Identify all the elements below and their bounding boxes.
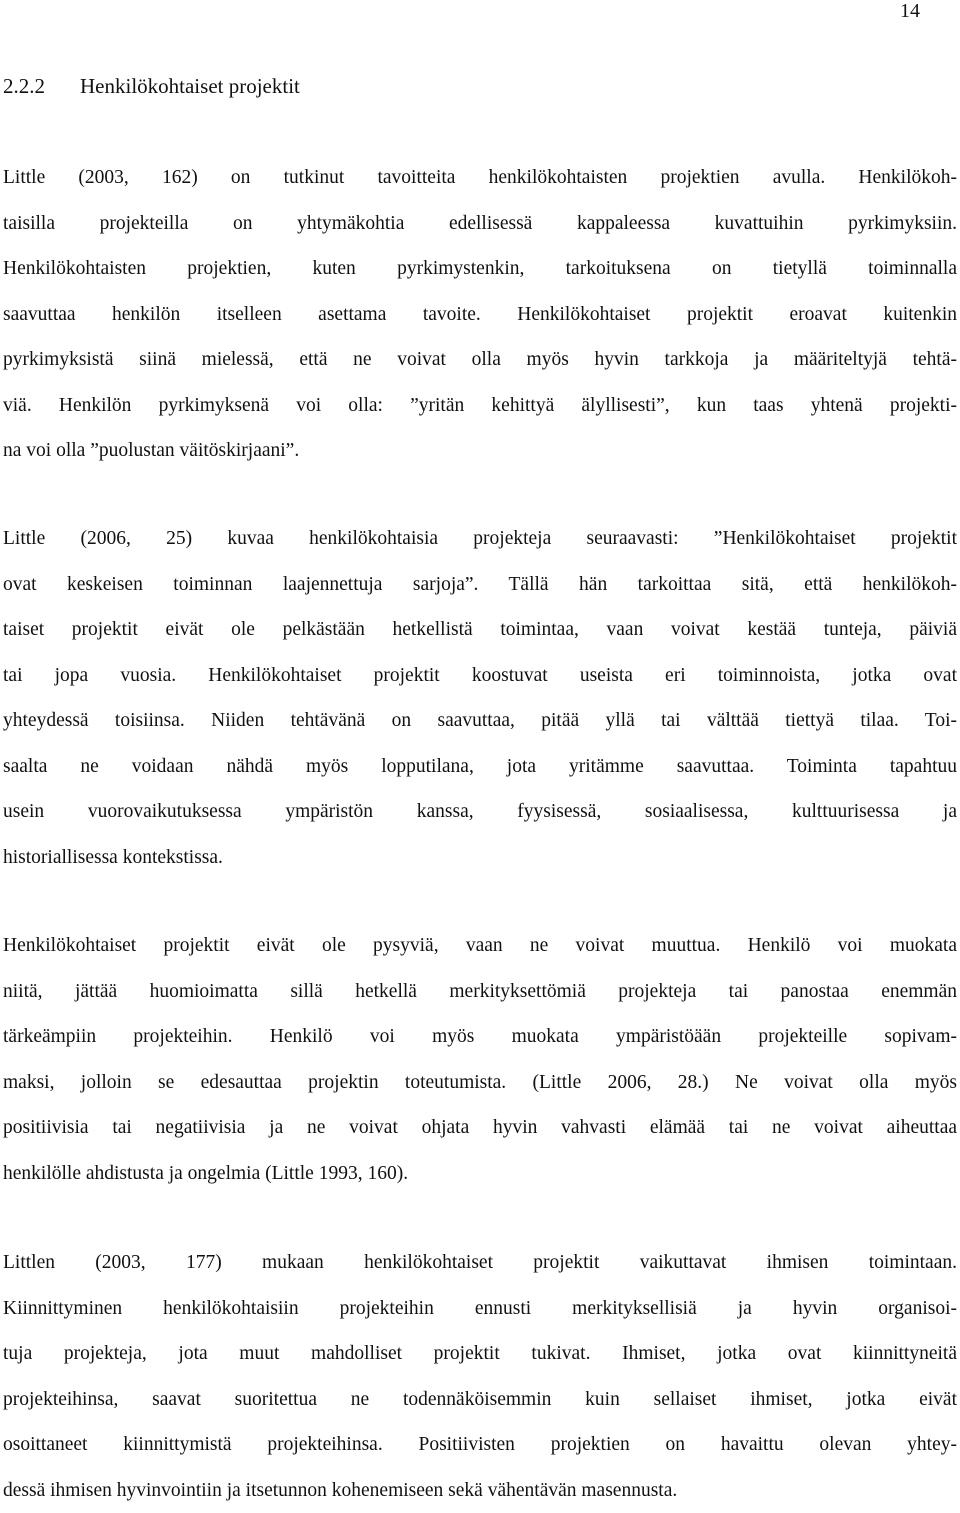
paragraph-line: Little (2003, 162) on tutkinut tavoitteita henkilökohtaisten projektien avulla. Henkilökoh- [3, 155, 957, 201]
paragraph-line: taiset projektit eivät ole pelkästään hetkellistä toimintaa, vaan voivat kestää tunteja, päiviä [3, 607, 957, 653]
paragraph-line: dessä ihmisen hyvinvointiin ja itsetunnon kohenemiseen sekä vähentävän masennusta. [3, 1468, 957, 1513]
paragraph-line: niitä, jättää huomioimatta sillä hetkellä merkityksettömiä projekteja tai panostaa enemmän [3, 969, 957, 1015]
paragraph-line: yhteydessä toisiinsa. Niiden tehtävänä on saavuttaa, pitää yllä tai välttää tiettyä tilaa. Toi- [3, 698, 957, 744]
paragraph-line: pyrkimyksistä siinä mielessä, että ne voivat olla myös hyvin tarkkoja ja määriteltyjä tehtä- [3, 337, 957, 383]
paragraph-line: osoittaneet kiinnittymistä projekteihinsa. Positiivisten projektien on havaittu olevan yhtey- [3, 1422, 957, 1468]
paragraph-line: tuja projekteja, jota muut mahdolliset projektit tukivat. Ihmiset, jotka ovat kiinnittyneitä [3, 1331, 957, 1377]
paragraph-line: henkilölle ahdistusta ja ongelmia (Little 1993, 160). [3, 1151, 957, 1197]
paragraph-line: saalta ne voidaan nähdä myös lopputilana, jota yritämme saavuttaa. Toiminta tapahtuu [3, 744, 957, 790]
section-heading [3, 72, 300, 100]
paragraph-line: maksi, jolloin se edesauttaa projektin toteutumista. (Little 2006, 28.) Ne voivat olla myös [3, 1060, 957, 1106]
paragraph-line: positiivisia tai negatiivisia ja ne voivat ohjata hyvin vahvasti elämää tai ne voivat aiheuttaa [3, 1105, 957, 1151]
paragraph-line: ovat keskeisen toiminnan laajennettuja sarjoja”. Tällä hän tarkoittaa sitä, että henkilökoh- [3, 562, 957, 608]
paragraph-line: tärkeämpiin projekteihin. Henkilö voi myös muokata ympäristöään projekteille sopivam- [3, 1014, 957, 1060]
paragraph-line: Kiinnittyminen henkilökohtaisiin projekteihin ennusti merkityksellisiä ja hyvin organisoi- [3, 1286, 957, 1332]
section-number: 2.2.2 [3, 72, 80, 100]
paragraph-line: historiallisessa kontekstissa. [3, 835, 957, 881]
section-title: Henkilökohtaiset projektit [80, 74, 300, 98]
paragraph-line: tai jopa vuosia. Henkilökohtaiset projektit koostuvat useista eri toiminnoista, jotka ovat [3, 653, 957, 699]
paragraph-line: na voi olla ”puolustan väitöskirjaani”. [3, 428, 957, 474]
paragraph [3, 155, 957, 474]
paragraph-line: Henkilökohtaisten projektien, kuten pyrkimystenkin, tarkoituksena on tietyllä toiminnalla [3, 246, 957, 292]
paragraph [3, 1240, 957, 1513]
paragraph-line: viä. Henkilön pyrkimyksenä voi olla: ”yritän kehittyä älyllisesti”, kun taas yhtenä projekti- [3, 383, 957, 429]
paragraph-line: Little (2006, 25) kuvaa henkilökohtaisia projekteja seuraavasti: ”Henkilökohtaiset projektit [3, 516, 957, 562]
paragraph-line: saavuttaa henkilön itselleen asettama tavoite. Henkilökohtaiset projektit eroavat kuitenkin [3, 292, 957, 338]
paragraph [3, 516, 957, 880]
page-number: 14 [900, 0, 920, 24]
paragraph-line: projekteihinsa, saavat suoritettua ne todennäköisemmin kuin sellaiset ihmiset, jotka eivät [3, 1377, 957, 1423]
paragraph-line: usein vuorovaikutuksessa ympäristön kanssa, fyysisessä, sosiaalisessa, kulttuurisessa ja [3, 789, 957, 835]
paragraph [3, 923, 957, 1196]
paragraph-line: Henkilökohtaiset projektit eivät ole pysyviä, vaan ne voivat muuttua. Henkilö voi muokata [3, 923, 957, 969]
paragraph-line: taisilla projekteilla on yhtymäkohtia edellisessä kappaleessa kuvattuihin pyrkimyksiin. [3, 201, 957, 247]
paragraph-line: Littlen (2003, 177) mukaan henkilökohtaiset projektit vaikuttavat ihmisen toimintaan. [3, 1240, 957, 1286]
